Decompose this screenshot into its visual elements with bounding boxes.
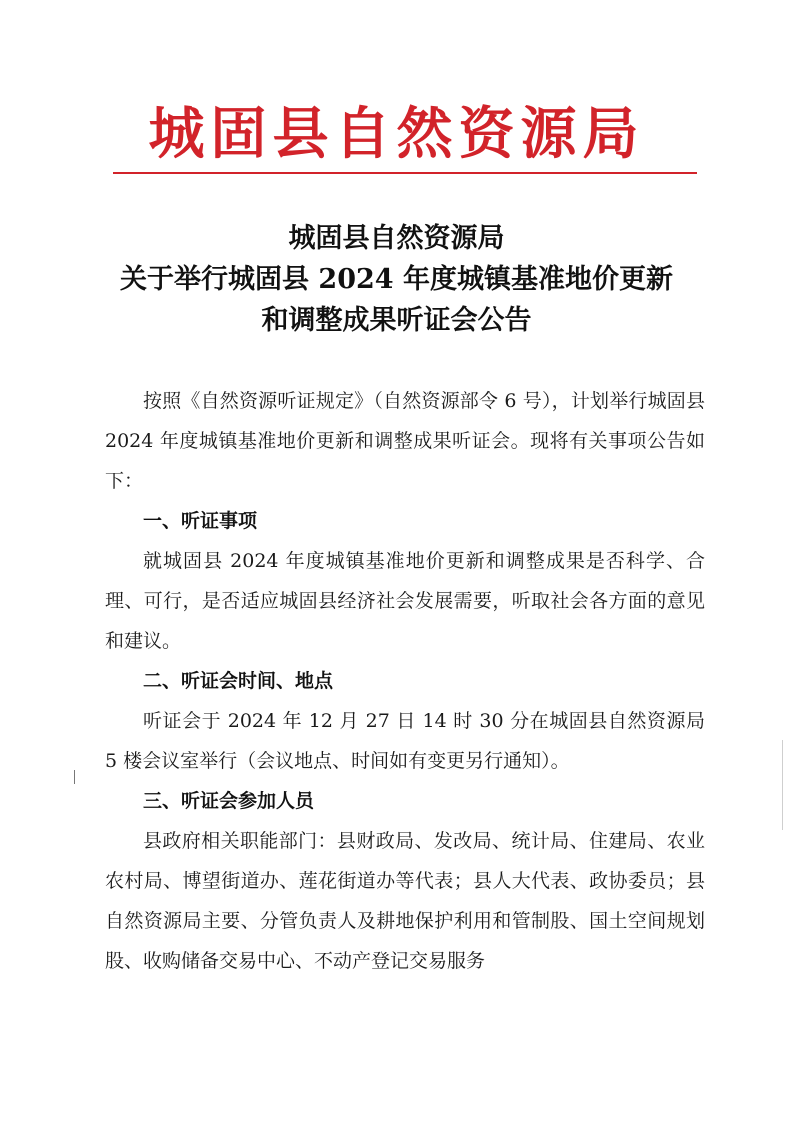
section-3-heading: 三、听证会参加人员 [143,790,315,812]
section-2-paragraph: 听证会于 2024 年 12 月 27 日 14 时 30 分在城固县自然资源局 5 楼会议室举行（会议地点、时间如有变更另行通知）。 [105,710,705,772]
letterhead-org-name: 城固县自然资源局 [148,101,645,167]
scan-margin-mark [74,770,75,784]
section-2-heading: 二、听证会时间、地点 [143,670,334,692]
document-body [105,381,705,981]
document-title [60,218,733,341]
letterhead-red-rule [113,172,697,174]
section-1-paragraph: 就城固县 2024 年度城镇基准地价更新和调整成果是否科学、合理、可行，是否适应城固县经济社会发展需要，听取社会各方面的意见和建议。 [105,550,705,652]
section-3-paragraph: 县政府相关职能部门：县财政局、发改局、统计局、住建局、农业农村局、博望街道办、莲花街道办等代表；县人大代表、政协委员；县自然资源局主要、分管负责人及耕地保护利用和管制股、国土空间规划股、收购储备交易中心、不动产登记交易服务 [105,830,705,972]
title-line-1: 城固县自然资源局 [288,223,505,254]
scan-edge-mark [782,740,783,830]
title-line-2: 关于举行城固县 2024 年度城镇基准地价更新 [120,264,673,295]
intro-paragraph: 按照《自然资源听证规定》（自然资源部令 6 号），计划举行城固县 2024 年度城镇基准地价更新和调整成果听证会。现将有关事项公告如下： [105,390,705,492]
section-1-heading: 一、听证事项 [143,510,258,532]
title-line-3: 和调整成果听证会公告 [261,305,532,336]
